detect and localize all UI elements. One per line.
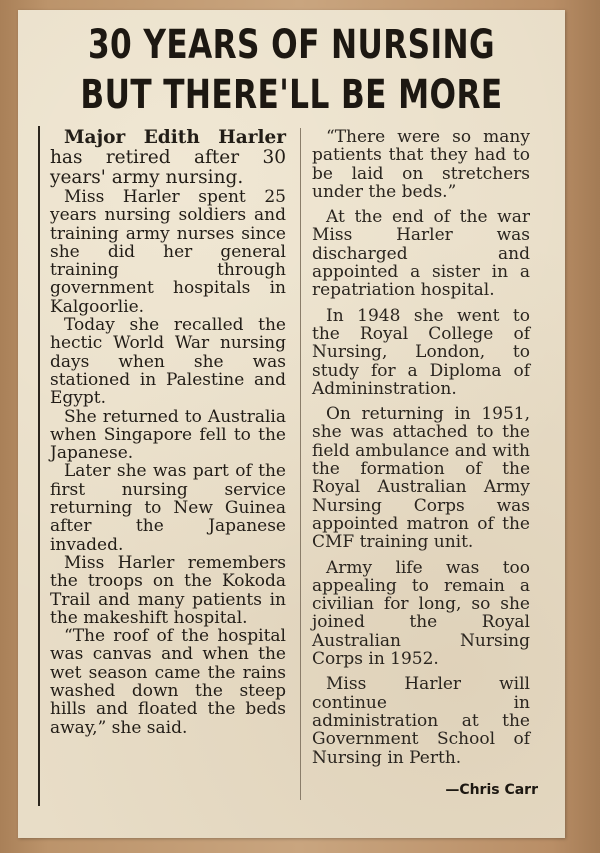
paragraph: In 1948 she went to the Royal College of Nursing, London, to study for a Diploma of Admininstration. xyxy=(312,305,530,399)
paragraph: She returned to Australia when Singapore fell to the Japanese. xyxy=(50,406,286,464)
paragraph: Miss Harler will continue in administration at the Government School of Nursing in Perth. xyxy=(312,674,530,768)
paragraph: At the end of the war Miss Harler was discharged and appointed a sister in a repatriation hospital. xyxy=(312,207,530,301)
headline xyxy=(78,20,505,120)
byline: —Chris Carr xyxy=(445,782,538,798)
paragraph: Miss Harler spent 25 years nursing soldiers and training army nurses since she did her general training through government hospitals in Kalgoorlie. xyxy=(50,187,286,317)
headline-line-2: BUT THERE'LL BE MORE xyxy=(80,72,503,118)
paragraph: Later she was part of the first nursing service returning to New Guinea after the Japanese invaded. xyxy=(50,461,286,555)
paragraph: “The roof of the hospital was canvas and when the wet season came the rains washed down the steep hills and floated the beds away,” she said. xyxy=(50,626,286,738)
headline-line-1: 30 YEARS OF NURSING xyxy=(87,22,496,68)
column-divider xyxy=(300,128,301,800)
lead-paragraph xyxy=(50,128,286,188)
lead-text: has retired after 30 years' army nursing. xyxy=(50,147,286,188)
lead-name: Major Edith Harler xyxy=(64,127,286,148)
paragraph: On returning in 1951, she was attached to the field ambulance and with the formation of the Royal Australian Army Nursing Corps was appointed matron of the CMF training unit. xyxy=(312,404,530,553)
paragraph: Army life was too appealing to remain a civilian for long, so she joined the Royal Australian Nursing Corps in 1952. xyxy=(312,557,530,670)
article-column-right xyxy=(312,128,530,767)
left-margin-rule xyxy=(38,126,40,806)
paragraph: Miss Harler remembers the troops on the Kokoda Trail and many patients in the makeshift hospital. xyxy=(50,552,286,628)
paragraph: Today she recalled the hectic World War nursing days when she was stationed in Palestine and Egypt. xyxy=(50,315,286,409)
paragraph: “There were so many patients that they had to be laid on stretchers under the beds.” xyxy=(312,127,530,202)
article-column-left xyxy=(50,128,286,737)
